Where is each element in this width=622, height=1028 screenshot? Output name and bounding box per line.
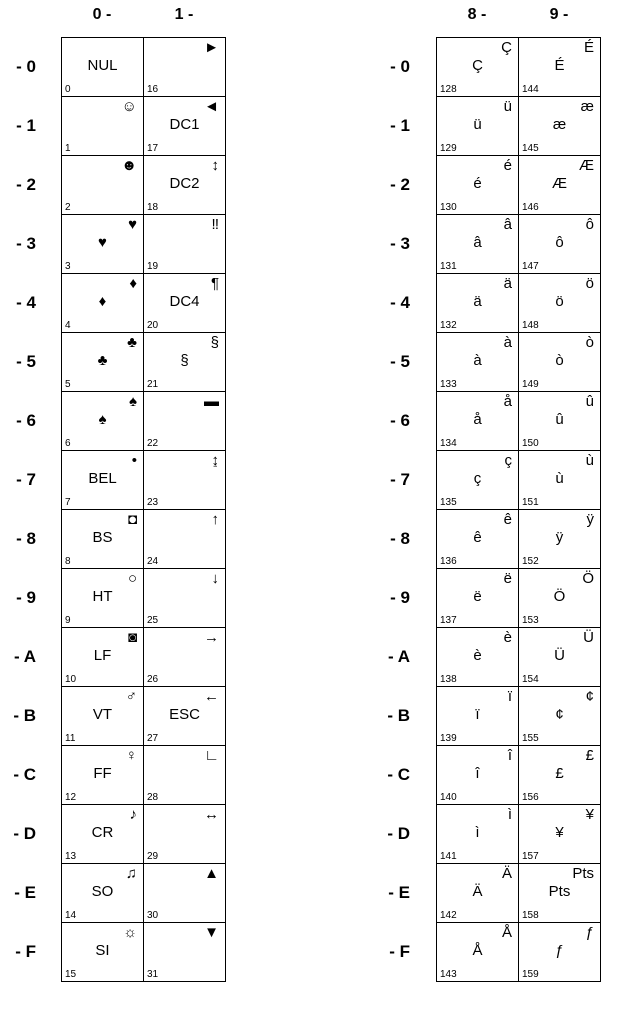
code-cell [144,864,226,923]
decimal-code: 149 [522,379,539,390]
decimal-code: 144 [522,84,539,95]
glyph-symbol: Ö [582,570,594,587]
right-row-label: - 4 [390,293,410,312]
decimal-code: 131 [440,261,457,272]
decimal-code: 29 [147,851,159,862]
decimal-code: 3 [65,261,71,272]
glyph-symbol: ♣ [127,334,137,351]
code-cell [519,746,601,805]
left-row-label: - 8 [16,529,36,548]
glyph-label: à [473,352,482,369]
glyph-symbol: ♥ [128,216,137,233]
glyph-symbol: ô [585,216,594,233]
glyph-symbol: ê [503,511,512,528]
right-row-label: - 7 [390,470,410,489]
code-cell [144,333,226,392]
decimal-code: 23 [147,497,159,508]
glyph-label: ♦ [98,293,107,310]
code-cell [519,156,601,215]
glyph-symbol: ò [585,334,594,351]
glyph-label: Ç [472,57,483,74]
glyph-label: VT [92,706,113,723]
glyph-symbol: Æ [579,157,594,174]
decimal-code: 0 [65,84,71,95]
decimal-code: 136 [440,556,457,567]
glyph-label: Æ [552,175,567,192]
code-cell [519,215,601,274]
glyph-label: Å [472,942,483,959]
decimal-code: 22 [147,438,159,449]
glyph-symbol: è [503,629,512,646]
right-column-header: 8 - [467,6,487,23]
glyph-symbol: â [503,216,512,233]
code-cell [437,805,519,864]
glyph-symbol: Ä [501,865,512,882]
right-row-label: - F [389,942,410,961]
glyph-symbol: æ [580,98,594,115]
glyph-symbol: → [204,629,219,646]
decimal-code: 7 [65,497,71,508]
code-cell [437,274,519,333]
decimal-code: 147 [522,261,539,272]
code-cell [144,97,226,156]
code-cell [519,569,601,628]
right-row-label: - 2 [390,175,410,194]
code-cell [144,510,226,569]
decimal-code: 25 [147,615,159,626]
code-cell [519,274,601,333]
decimal-code: 2 [65,202,71,213]
glyph-symbol: ↓ [211,570,219,587]
decimal-code: 130 [440,202,457,213]
code-cell [519,628,601,687]
right-row-label: - 8 [390,529,410,548]
glyph-symbol: ö [585,275,594,292]
code-cell [437,97,519,156]
glyph-symbol: ↕ [211,157,219,174]
glyph-symbol: ◘ [127,511,137,528]
glyph-symbol: ♠ [129,393,137,410]
left-row-label: - A [13,647,36,666]
glyph-label: DC4 [169,293,200,310]
decimal-code: 1 [65,143,71,154]
decimal-code: 12 [65,792,77,803]
code-cell [519,510,601,569]
left-row-label: - 5 [16,352,36,371]
code-cell [62,451,144,510]
code-cell [144,805,226,864]
code-cell [144,746,226,805]
glyph-label: ÿ [555,529,564,546]
decimal-code: 30 [147,910,159,921]
decimal-code: 159 [522,969,539,980]
glyph-symbol: ÿ [586,511,594,528]
left-row-label: - 1 [16,116,36,135]
code-cell [62,97,144,156]
code-cell [62,510,144,569]
code-cell [62,687,144,746]
decimal-code: 156 [522,792,539,803]
decimal-code: 128 [440,84,457,95]
glyph-label: SO [91,883,114,900]
left-row-label: - F [15,942,36,961]
left-row-label: - E [14,883,36,902]
glyph-label: ü [473,116,482,133]
decimal-code: 133 [440,379,457,390]
code-cell [519,451,601,510]
glyph-symbol: ¥ [585,806,594,823]
decimal-code: 17 [147,143,159,154]
right-code-grid [436,37,601,982]
glyph-label: ƒ [555,942,564,959]
decimal-code: 146 [522,202,539,213]
glyph-label: ¢ [555,706,564,723]
code-cell [62,392,144,451]
decimal-code: 148 [522,320,539,331]
code-cell [519,687,601,746]
decimal-code: 14 [65,910,77,921]
glyph-symbol: ♂ [125,688,137,705]
decimal-code: 13 [65,851,77,862]
code-cell [437,38,519,97]
glyph-label: â [473,234,482,251]
decimal-code: 129 [440,143,457,154]
glyph-label: ç [473,470,482,487]
code-cell [144,156,226,215]
glyph-symbol: û [585,393,594,410]
decimal-code: 154 [522,674,539,685]
glyph-label: ♠ [98,411,107,428]
glyph-symbol: î [507,747,512,764]
decimal-code: 4 [65,320,71,331]
glyph-label: DC1 [169,116,200,133]
glyph-symbol: ¶ [210,275,219,292]
glyph-symbol: ƒ [585,924,594,941]
glyph-symbol: ï [507,688,512,705]
decimal-code: 141 [440,851,457,862]
glyph-label: ESC [169,706,200,723]
code-cell [519,923,601,982]
glyph-label: è [473,647,482,664]
decimal-code: 132 [440,320,457,331]
decimal-code: 139 [440,733,457,744]
right-row-label: - A [387,647,410,666]
glyph-label: ä [473,293,482,310]
glyph-symbol: ä [503,275,512,292]
glyph-label: BS [92,529,113,546]
right-row-label: - E [388,883,410,902]
right-row-label: - 9 [390,588,410,607]
code-cell [62,333,144,392]
left-code-grid [61,37,226,982]
glyph-label: î [475,765,480,782]
code-cell [437,333,519,392]
decimal-code: 137 [440,615,457,626]
left-row-label: - 3 [16,234,36,253]
glyph-symbol: ○ [127,570,137,587]
left-row-label: - D [13,824,36,843]
code-cell [62,864,144,923]
glyph-symbol: ¢ [585,688,594,705]
glyph-label: CR [91,824,114,841]
glyph-label: ö [555,293,564,310]
decimal-code: 140 [440,792,457,803]
decimal-code: 157 [522,851,539,862]
code-cell [62,569,144,628]
right-row-label: - C [387,765,410,784]
glyph-label: ♣ [97,352,108,369]
glyph-symbol: ♀ [125,747,137,764]
glyph-symbol: ‼ [211,216,219,233]
code-cell [519,97,601,156]
code-cell [519,333,601,392]
glyph-label: ì [475,824,480,841]
decimal-code: 151 [522,497,539,508]
glyph-symbol: Ü [583,629,594,646]
glyph-symbol: ç [504,452,512,469]
glyph-symbol: ∟ [204,747,219,764]
glyph-symbol: § [210,334,219,351]
glyph-label: ♥ [98,234,107,251]
code-cell [144,38,226,97]
decimal-code: 134 [440,438,457,449]
glyph-symbol: ☼ [123,924,137,941]
glyph-label: ¥ [555,824,564,841]
decimal-code: 135 [440,497,457,508]
code-cell [437,628,519,687]
left-row-label: - 2 [16,175,36,194]
decimal-code: 8 [65,556,71,567]
glyph-label: ù [555,470,564,487]
code-cell [519,38,601,97]
right-row-label: - 0 [390,57,410,76]
decimal-code: 21 [147,379,159,390]
glyph-symbol: É [583,39,594,56]
decimal-code: 9 [65,615,71,626]
code-cell [519,864,601,923]
code-cell [62,215,144,274]
glyph-symbol: • [131,452,137,469]
right-row-label: - D [387,824,410,843]
glyph-label: § [180,352,189,369]
left-row-label: - 9 [16,588,36,607]
code-cell [437,156,519,215]
glyph-symbol: ↨ [211,452,219,469]
decimal-code: 142 [440,910,457,921]
code-cell [437,687,519,746]
right-column-header: 9 - [549,6,569,23]
right-row-label: - 6 [390,411,410,430]
decimal-code: 6 [65,438,71,449]
glyph-label: HT [92,588,113,605]
glyph-symbol: é [503,157,512,174]
left-row-label: - 6 [16,411,36,430]
code-cell [437,864,519,923]
right-row-label: - 1 [390,116,410,135]
glyph-label: Ü [554,647,565,664]
glyph-symbol: ▲ [204,865,219,882]
glyph-label: DC2 [169,175,200,192]
left-row-label: - B [13,706,36,725]
glyph-symbol: ☻ [121,157,137,174]
glyph-label: LF [93,647,112,664]
decimal-code: 24 [147,556,159,567]
code-cell [62,274,144,333]
glyph-label: NUL [87,57,118,74]
decimal-code: 19 [147,261,159,272]
glyph-symbol: ì [507,806,512,823]
right-row-label: - 3 [390,234,410,253]
glyph-symbol: å [503,393,512,410]
decimal-code: 5 [65,379,71,390]
code-cell [144,923,226,982]
glyph-label: Ö [553,588,566,605]
decimal-code: 153 [522,615,539,626]
decimal-code: 155 [522,733,539,744]
glyph-label: æ [552,116,567,133]
code-cell [437,923,519,982]
glyph-symbol: ë [503,570,512,587]
code-cell [519,392,601,451]
glyph-label: ï [475,706,480,723]
glyph-symbol: £ [585,747,594,764]
decimal-code: 145 [522,143,539,154]
decimal-code: 20 [147,320,159,331]
glyph-label: û [555,411,564,428]
decimal-code: 143 [440,969,457,980]
code-cell [437,451,519,510]
code-cell [437,215,519,274]
code-cell [144,215,226,274]
glyph-label: ò [555,352,564,369]
code-cell [437,569,519,628]
decimal-code: 31 [147,969,159,980]
glyph-symbol: ü [503,98,512,115]
left-column-header: 1 - [174,6,194,23]
glyph-symbol: ► [204,39,219,56]
glyph-label: é [473,175,482,192]
left-row-label: - 4 [16,293,36,312]
glyph-label: Ä [472,883,483,900]
code-cell [437,510,519,569]
decimal-code: 27 [147,733,159,744]
glyph-label: ê [473,529,482,546]
code-cell [437,746,519,805]
code-cell [144,687,226,746]
code-cell [437,392,519,451]
glyph-symbol: ☺ [121,98,137,115]
code-cell [62,746,144,805]
right-row-label: - B [387,706,410,725]
glyph-label: å [473,411,482,428]
glyph-symbol: Pts [572,865,594,882]
left-row-label: - 7 [16,470,36,489]
decimal-code: 10 [65,674,77,685]
code-cell [62,923,144,982]
glyph-symbol: ◄ [204,98,219,115]
decimal-code: 11 [65,733,76,744]
glyph-label: BEL [88,470,117,487]
decimal-code: 16 [147,84,159,95]
glyph-symbol: ← [204,688,219,705]
decimal-code: 26 [147,674,159,685]
left-row-label: - C [13,765,36,784]
decimal-code: 18 [147,202,159,213]
right-row-label: - 5 [390,352,410,371]
decimal-code: 28 [147,792,159,803]
glyph-symbol: ♪ [129,806,137,823]
code-cell [62,38,144,97]
left-column-header: 0 - [92,6,112,23]
glyph-symbol: ◙ [127,629,137,646]
glyph-label: É [554,57,565,74]
left-row-label: - 0 [16,57,36,76]
decimal-code: 138 [440,674,457,685]
decimal-code: 15 [65,969,77,980]
glyph-label: Pts [548,883,571,900]
code-cell [144,392,226,451]
glyph-symbol: ♫ [125,865,137,882]
code-cell [144,451,226,510]
glyph-label: £ [555,765,564,782]
glyph-symbol: ↔ [204,806,219,823]
glyph-symbol: ù [585,452,594,469]
glyph-label: SI [95,942,110,959]
glyph-label: FF [93,765,112,782]
decimal-code: 150 [522,438,539,449]
glyph-symbol: ↑ [211,511,219,528]
code-cell [62,805,144,864]
code-cell [62,156,144,215]
code-cell [144,628,226,687]
code-cell [144,274,226,333]
glyph-symbol: à [503,334,512,351]
decimal-code: 158 [522,910,539,921]
glyph-label: ë [473,588,482,605]
code-cell [62,628,144,687]
code-cell [519,805,601,864]
glyph-symbol: ♦ [129,275,137,292]
glyph-symbol: ▼ [204,924,219,941]
glyph-symbol: Ç [501,39,512,56]
glyph-symbol: ▬ [204,393,219,410]
glyph-label: ô [555,234,564,251]
code-cell [144,569,226,628]
glyph-symbol: Å [501,924,512,941]
decimal-code: 152 [522,556,539,567]
